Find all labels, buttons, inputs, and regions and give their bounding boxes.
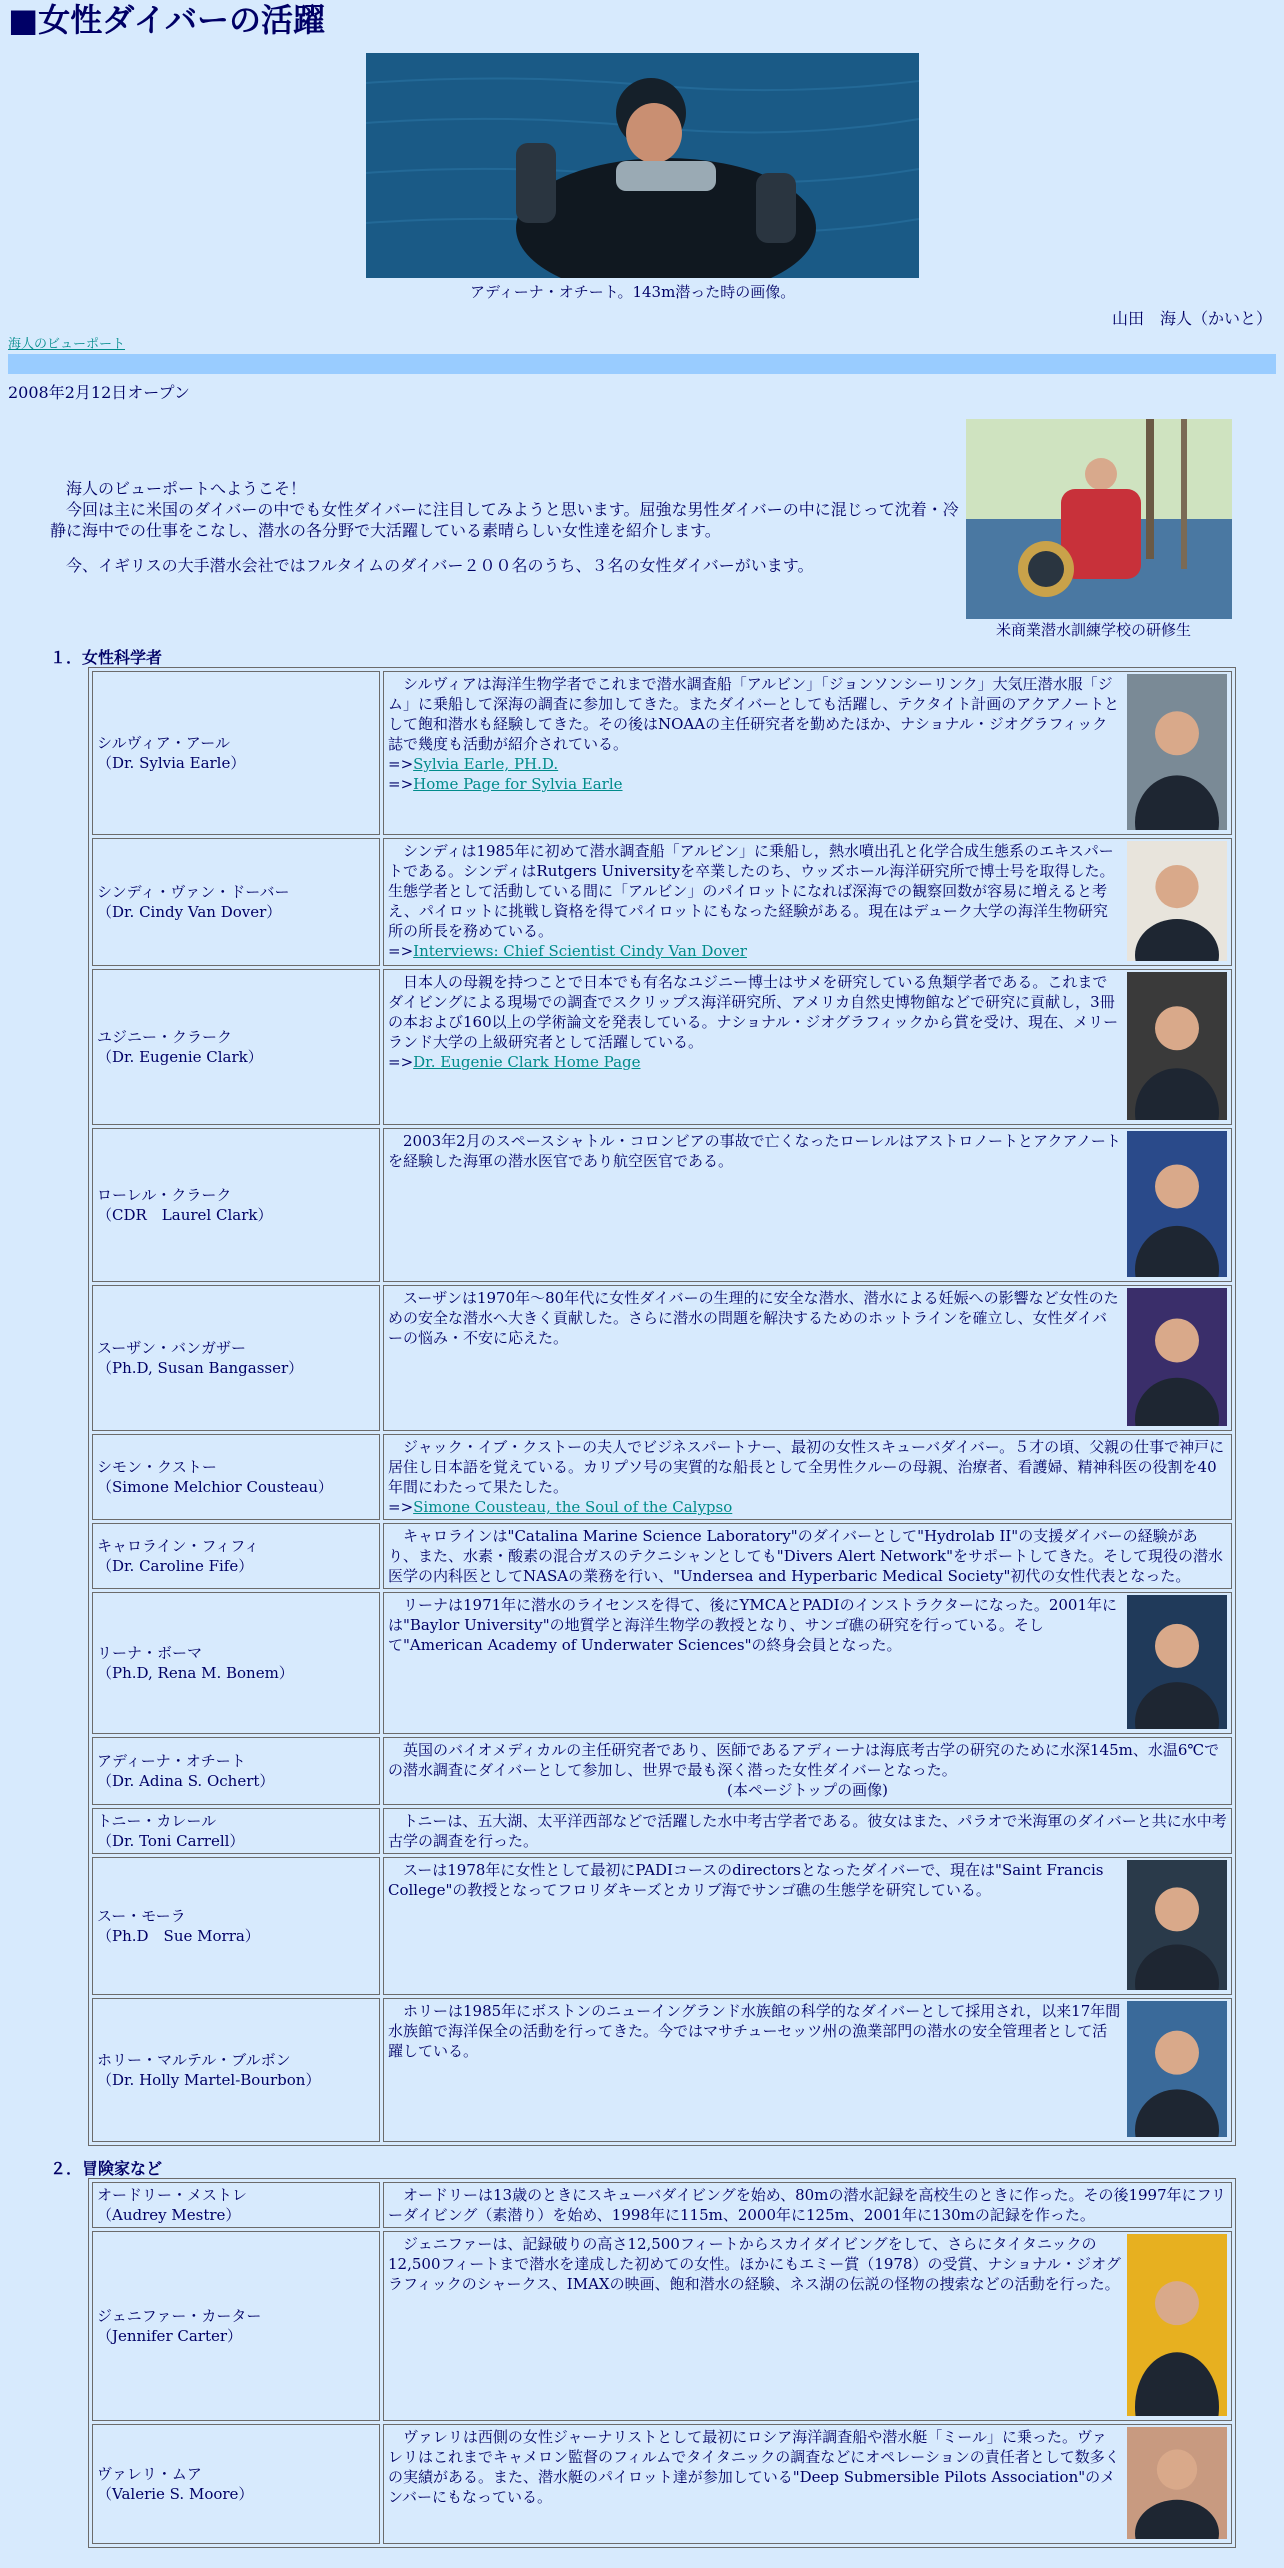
- section-title-adventurers: ２．冒険家など: [50, 2159, 163, 2178]
- person-name-cell: [92, 1808, 380, 1854]
- person-name: トニー・カレール: [97, 1812, 217, 1830]
- person-description: キャロラインは"Catalina Marine Science Laboratory"のダイバーとして"Hydrolab II"の支援ダイバーの経験があり、また、水素・酸素の混合ガスのテクニシャンとしても"Divers Alert Network"をサポートしてきた。そして現役の潜水医学の内科医としてNASAの業務を行い、"Undersea and Hyperbaric Medical Society"初代の女性代表となった。: [388, 1527, 1224, 1585]
- person-name-cell: [92, 1998, 380, 2142]
- person-name-en: （Dr. Adina S. Ochert）: [97, 1772, 275, 1790]
- person-name-cell: [92, 1737, 380, 1805]
- open-date: 2008年2月12日オープン: [8, 383, 190, 402]
- person-description: 日本人の母親を持つことで日本でも有名なユジニー博士はサメを研究している魚類学者である。これまでダイビングによる現場での調査でスクリップス海洋研究所、アメリカ自然史博物館などで研究に貢献し，3冊の本および160以上の学術論文を発表している。ナショナル・ジオグラフィックから賞を受け、現在、メリーランド大学の上級研究者として活躍している。: [388, 973, 1119, 1051]
- portrait-photo-icon: [1127, 1131, 1227, 1277]
- table-row: [92, 671, 1232, 835]
- person-description: 2003年2月のスペースシャトル・コロンビアの事故で亡くなったローレルはアストロノートとアクアノートを経験した海軍の潜水医官であり航空医官である。: [388, 1132, 1121, 1170]
- person-description-cell: [383, 671, 1232, 835]
- person-description-cell: [383, 2231, 1232, 2421]
- person-description-cell: [383, 2182, 1232, 2228]
- person-description: ホリーは1985年にボストンのニューイングランド水族館の科学的なダイバーとして採用され，以来17年間水族館で海洋保全の活動を行ってきた。今ではマサチューセッツ州の漁業部門の潜水の安全管理者として活躍している。: [388, 2002, 1121, 2060]
- person-name-cell: [92, 1523, 380, 1589]
- person-name-cell: [92, 671, 380, 835]
- person-external-link[interactable]: Sylvia Earle, PH.D.: [413, 755, 559, 773]
- table-row: [92, 1998, 1232, 2142]
- trainee-photo: [966, 419, 1232, 619]
- intro-welcome: 海人のビューポートへようこそ！ 今回は主に米国のダイバーの中でも女性ダイバーに注目してみようと思います。屈強な男性ダイバーの中に混じって沈着・冷静に海中での仕事をこなし、潜水の各分野で大活躍している素晴らしい女性達を紹介します。: [50, 479, 959, 540]
- portrait-photo-icon: [1127, 841, 1227, 961]
- person-link-line: [388, 1052, 1227, 1072]
- portrait-photo-icon: [1127, 2234, 1227, 2416]
- person-description: スーザンは1970年～80年代に女性ダイバーの生理的に安全な潜水、潜水による妊娠への影響など女性のための安全な潜水へ大きく貢献した。さらに潜水の問題を解決するためのホットラインを確立し、女性ダイバーの悩み・不安に応えた。: [388, 1289, 1119, 1347]
- person-description: シンディは1985年に初めて潜水調査船「アルビン」に乗船し，熱水噴出孔と化学合成生態系のエキスパートである。シンディはRutgers Universityを卒業したのち、ウッズホール海洋研究所で博士号を取得した。生態学者として活動している間に「アルビン」のパイロットになれば深海での観察回数が容易に増えると考え、パイロットに挑戦し資格を得てパイロットにもなった経験がある。現在はデューク大学の海洋生物研究所の所長を務めている。: [388, 842, 1115, 940]
- hero-caption: アディーナ・オチート。143m潜った時の画像。: [470, 283, 796, 301]
- header-divider: [8, 354, 1276, 374]
- link-arrow: =>: [388, 755, 414, 773]
- person-name-cell: [92, 1857, 380, 1995]
- person-name-cell: [92, 1128, 380, 1282]
- person-name-en: （Valerie S. Moore）: [97, 2485, 254, 2503]
- table-row: [92, 969, 1232, 1125]
- person-name-cell: [92, 1592, 380, 1734]
- person-note: (本ページトップの画像): [727, 1781, 888, 1799]
- table-row: [92, 838, 1232, 966]
- person-description: ヴァレリは西側の女性ジャーナリストとして最初にロシア海洋調査船や潜水艇「ミール」に乗った。ヴァレリはこれまでキャメロン監督のフィルムでタイタニックの調査などにオペレーションの責任者として数多くの実績がある。また、潜水艇のパイロット達が参加している"Deep Submersible Pilots Association"のメンバーにもなっている。: [388, 2428, 1120, 2506]
- person-name: アディーナ・オチート: [97, 1752, 246, 1770]
- person-name-en: （CDR Laurel Clark）: [97, 1206, 273, 1224]
- person-description-cell: [383, 1128, 1232, 1282]
- diver-photo-icon: [366, 53, 919, 278]
- person-name-en: （Ph.D, Susan Bangasser）: [97, 1359, 304, 1377]
- person-link-line: [388, 774, 1227, 794]
- person-description-cell: [383, 838, 1232, 966]
- person-name-cell: [92, 2231, 380, 2421]
- person-description-cell: [383, 1285, 1232, 1431]
- portrait-photo-icon: [1127, 674, 1227, 830]
- person-name: シンディ・ヴァン・ドーバー: [97, 883, 290, 901]
- person-name-en: （Ph.D Sue Morra）: [97, 1927, 260, 1945]
- page-title: ■女性ダイバーの活躍: [8, 1, 325, 39]
- person-external-link[interactable]: Simone Cousteau, the Soul of the Calypso: [413, 1498, 733, 1516]
- person-description: シルヴィアは海洋生物学者でこれまで潜水調査船「アルビン」「ジョンソンシーリンク」大気圧潜水服「ジム」に乗船して深海の調査に参加してきた。またダイバーとしても活躍し、テクタイト計画のアクアノートとして飽和潜水も経験してきた。その後はNOAAの主任研究者を勤めたほか、ナショナル・ジオグラフィック誌で幾度も活動が紹介されている。: [388, 675, 1120, 753]
- person-name-en: （Dr. Sylvia Earle）: [97, 754, 246, 772]
- person-name: スーザン・バンガザー: [97, 1339, 246, 1357]
- person-name-en: （Jennifer Carter）: [97, 2327, 243, 2345]
- person-description: ジャック・イブ・クストーの夫人でビジネスパートナー、最初の女性スキューバダイバー。５才の頃、父親の仕事で神戸に居住し日本語を覚えている。カリプソ号の実質的な船長として全男性クルーの母親、治療者、看護婦、精神科医の役割を40年間にわたって果たした。: [388, 1438, 1225, 1496]
- table-row: [92, 2182, 1232, 2228]
- person-name-cell: [92, 1434, 380, 1520]
- person-name-en: （Simone Melchior Cousteau）: [97, 1478, 333, 1496]
- person-name: ユジニー・クラーク: [97, 1028, 233, 1046]
- scientists-table: [88, 667, 1236, 2146]
- person-description: リーナは1971年に潜水のライセンスを得て、後にYMCAとPADIのインストラクターになった。2001年には"Baylor University"の地質学と海洋生物学の教授となり、サンゴ礁の研究を行っている。そして"American Academy of Underwater Sciences"の終身会員となった。: [388, 1596, 1118, 1654]
- person-description-cell: [383, 1737, 1232, 1805]
- link-arrow: =>: [388, 1498, 414, 1516]
- person-name: ジェニファー・カーター: [97, 2307, 262, 2325]
- person-description-cell: [383, 1808, 1232, 1854]
- table-row: [92, 1857, 1232, 1995]
- trainee-photo-icon: [966, 419, 1232, 619]
- portrait-photo-icon: [1127, 1860, 1227, 1990]
- person-link-line: [388, 754, 1227, 774]
- table-row: [92, 1285, 1232, 1431]
- table-row: [92, 1737, 1232, 1805]
- person-name-en: （Dr. Holly Martel-Bourbon）: [97, 2071, 321, 2089]
- portrait-photo-icon: [1127, 1595, 1227, 1729]
- person-name-en: （Ph.D, Rena M. Bonem）: [97, 1664, 294, 1682]
- person-name-en: （Dr. Toni Carrell）: [97, 1832, 245, 1850]
- person-name: シモン・クストー: [97, 1458, 217, 1476]
- person-description: 英国のバイオメディカルの主任研究者であり、医師であるアディーナは海底考古学の研究のために水深145m、水温6℃での潜水調査にダイバーとして参加し、世界で最も深く潜った女性ダイバーとなった。: [388, 1741, 1220, 1779]
- intro-text: [50, 478, 960, 590]
- person-description-cell: [383, 1998, 1232, 2142]
- person-description: ジェニファーは、記録破りの高さ12,500フィートからスカイダイビングをして、さらにタイタニックの12,500フィートまで潜水を達成した初めての女性。ほかにもエミー賞（1978）の受賞、ナショナル・ジオグラフィックのシャークス、IMAXの映画、飽和潜水の経験、ネス湖の伝説の怪物の捜索などの活動を行った。: [388, 2235, 1121, 2293]
- person-name-cell: [92, 838, 380, 966]
- person-name: シルヴィア・アール: [97, 734, 230, 752]
- person-name-cell: [92, 2424, 380, 2544]
- adventurers-table: [88, 2178, 1236, 2548]
- person-description-cell: [383, 1523, 1232, 1589]
- person-name: リーナ・ボーマ: [97, 1644, 203, 1662]
- person-name-cell: [92, 2182, 380, 2228]
- table-row: [92, 1434, 1232, 1520]
- person-name: キャロライン・フィフィ: [97, 1537, 260, 1555]
- table-row: [92, 2424, 1232, 2544]
- person-description-cell: [383, 1857, 1232, 1995]
- portrait-photo-icon: [1127, 1288, 1227, 1426]
- person-name: オードリー・メストレ: [97, 2186, 248, 2204]
- person-name: ヴァレリ・ムア: [97, 2465, 202, 2483]
- section-title-scientists: １．女性科学者: [50, 648, 163, 667]
- person-name: ホリー・マルテル・ブルボン: [97, 2051, 291, 2069]
- table-row: [92, 1523, 1232, 1589]
- intro-note: 今、イギリスの大手潜水会社ではフルタイムのダイバー２００名のうち、３名の女性ダイバーがいます。: [66, 556, 814, 575]
- person-description: オードリーは13歳のときにスキューバダイビングを始め、80mの潜水記録を高校生のときに作った。その後1997年にフリーダイビング（素潜り）を始め、1998年に115m、2000年に125m、2001年に130mの記録を作った。: [388, 2186, 1227, 2224]
- person-name-cell: [92, 1285, 380, 1431]
- person-description-cell: [383, 1434, 1232, 1520]
- person-external-link[interactable]: Dr. Eugenie Clark Home Page: [413, 1053, 641, 1071]
- link-arrow: =>: [388, 1053, 414, 1071]
- table-row: [92, 2231, 1232, 2421]
- person-description: トニーは、五大湖、太平洋西部などで活躍した水中考古学者である。彼女はまた、パラオで米海軍のダイバーと共に水中考古学の調査を行った。: [388, 1812, 1227, 1850]
- person-link-line: [388, 1497, 1227, 1517]
- person-name-en: （Dr. Cindy Van Dover）: [97, 903, 282, 921]
- hero-diver-photo: [366, 53, 919, 278]
- link-arrow: =>: [388, 942, 414, 960]
- portrait-photo-icon: [1127, 972, 1227, 1120]
- author-name: 山田 海人（かいと）: [1111, 309, 1272, 328]
- trainee-caption: 米商業潜水訓練学校の研修生: [996, 621, 1192, 639]
- person-external-link[interactable]: Interviews: Chief Scientist Cindy Van Dover: [413, 942, 747, 960]
- table-row: [92, 1128, 1232, 1282]
- person-name: スー・モーラ: [97, 1907, 186, 1925]
- person-description: スーは1978年に女性として最初にPADIコースのdirectorsとなったダイバーで、現在は"Saint Francis College"の教授となってフロリダキーズとカリブ海でサンゴ礁の生態学を研究している。: [388, 1861, 1104, 1899]
- person-external-link[interactable]: Home Page for Sylvia Earle: [413, 775, 623, 793]
- viewport-home-link[interactable]: 海人のビューポート: [8, 337, 126, 352]
- person-name: ローレル・クラーク: [97, 1186, 232, 1204]
- table-row: [92, 1808, 1232, 1854]
- person-name-en: （Dr. Caroline Fife）: [97, 1557, 254, 1575]
- portrait-photo-icon: [1127, 2001, 1227, 2137]
- portrait-photo-icon: [1127, 2427, 1227, 2539]
- person-description-cell: [383, 969, 1232, 1125]
- person-link-line: [388, 941, 1227, 961]
- person-name-en: （Dr. Eugenie Clark）: [97, 1048, 263, 1066]
- person-name-en: （Audrey Mestre）: [97, 2206, 241, 2224]
- link-arrow: =>: [388, 775, 414, 793]
- person-description-cell: [383, 1592, 1232, 1734]
- person-description-cell: [383, 2424, 1232, 2544]
- person-name-cell: [92, 969, 380, 1125]
- table-row: [92, 1592, 1232, 1734]
